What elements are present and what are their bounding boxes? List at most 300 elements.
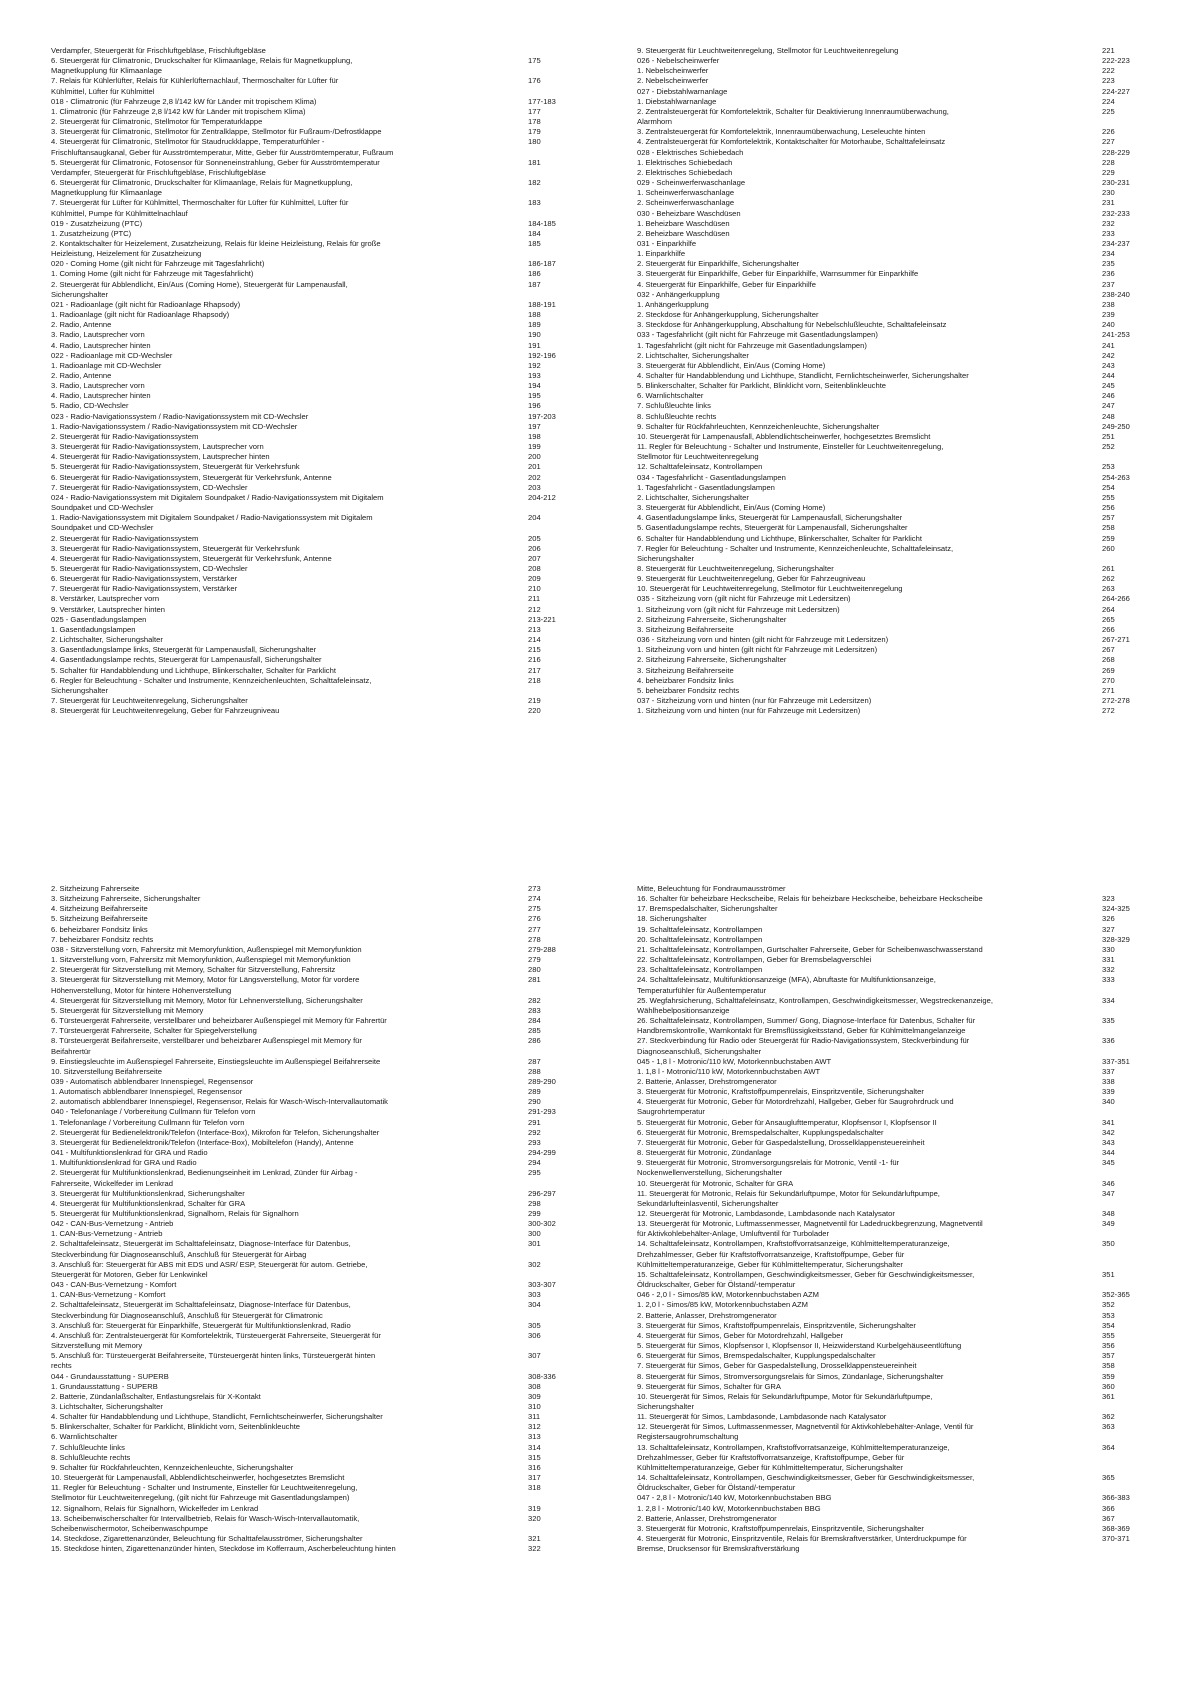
- index-entry: [51, 188, 551, 198]
- index-entry: [637, 965, 1127, 975]
- entry-page-number: 309: [528, 1391, 541, 1401]
- entry-page-number: 238-240: [1102, 289, 1130, 299]
- entry-title: 5. Blinkerschalter, Schalter für Parklicht, Blinklicht vorn, Seitenblinkleuchte: [637, 381, 887, 391]
- entry-title: 12. Signalhorn, Relais für Signalhorn, Wickelfeder im Lenkrad: [51, 1503, 259, 1513]
- index-column-top-right: [637, 46, 1130, 716]
- entry-title: 2. Steuergerät für Bedienelektronik/Telefon (Interface-Box), Mikrofon für Telefon, Sicherungshalter: [51, 1127, 380, 1137]
- index-entry: [51, 290, 551, 300]
- entry-page-number: 190: [528, 330, 541, 340]
- entry-page-number: 298: [528, 1198, 541, 1208]
- entry-title: Sicherungshalter: [51, 685, 108, 695]
- entry-title: 2. Sitzheizung Fahrerseite: [51, 884, 140, 893]
- index-entry: [51, 361, 551, 371]
- entry-page-number: 348: [1102, 1209, 1115, 1218]
- entry-title: 9. Steuergerät für Leuchtweitenregelung, Geber für Fahrzeugniveau: [637, 574, 866, 584]
- index-entry: [51, 1250, 551, 1260]
- entry-title: 6. Steuergerät für Climatronic, Druckschalter für Klimaanlage, Relais für Magnetkupplung,: [51, 56, 353, 66]
- entry-page-number: 224-227: [1102, 86, 1130, 96]
- entry-title: 9. Einstiegsleuchte im Außenspiegel Fahrerseite, Einstiegsleuchte im Außenspiegel Beifahrerseite: [51, 1056, 381, 1066]
- index-entry: [51, 1280, 556, 1290]
- entry-page-number: 363: [1102, 1422, 1115, 1432]
- entry-page-number: 333: [1102, 975, 1115, 985]
- entry-page-number: 211: [528, 594, 541, 604]
- index-entry: [51, 1453, 551, 1463]
- entry-page-number: 220: [528, 706, 541, 716]
- entry-title: 2. Batterie, Anlasser, Drehstromgenerator: [637, 1513, 777, 1523]
- entry-page-number: 267-271: [1102, 635, 1130, 645]
- index-entry: [51, 249, 551, 259]
- entry-title: Sicherungshalter: [637, 553, 694, 563]
- index-entry: [637, 1432, 1127, 1442]
- entry-page-number: 289-290: [528, 1076, 556, 1086]
- index-entry: [51, 655, 551, 665]
- index-entry: [51, 76, 551, 86]
- entry-page-number: 236: [1102, 269, 1115, 279]
- entry-page-number: 258: [1102, 523, 1115, 533]
- entry-page-number: 230-231: [1102, 178, 1130, 188]
- entry-page-number: 326: [1102, 914, 1115, 924]
- entry-title: 1. Radio-Navigationssystem / Radio-Navigationssystem mit CD-Wechsler: [51, 421, 298, 431]
- entry-title: 019 - Zusatzheizung (PTC): [51, 218, 143, 228]
- entry-title: Wählhebelpositionsanzeige: [637, 1005, 730, 1015]
- index-entry: [51, 432, 551, 442]
- entry-page-number: 208: [528, 563, 541, 573]
- index-entry: [51, 1270, 551, 1280]
- entry-title: 3. Steuergerät für Radio-Navigationssystem, Lautsprecher vorn: [51, 442, 264, 452]
- entry-page-number: 255: [1102, 492, 1115, 502]
- index-entry: [51, 1402, 551, 1412]
- index-entry: [637, 645, 1127, 655]
- entry-title: 1. Tagesfahrlicht - Gasentladungslampen: [637, 482, 775, 492]
- entry-title: 024 - Radio-Navigationssystem mit Digitalem Soundpaket / Radio-Navigationssystem mit Digitalem: [51, 492, 384, 502]
- index-entry: [51, 686, 551, 696]
- index-entry: [51, 986, 551, 996]
- index-entry: [637, 676, 1127, 686]
- entry-page-number: 227: [1102, 137, 1115, 147]
- entry-title: 2. Sitzheizung Fahrerseite, Sicherungshalter: [637, 655, 787, 665]
- index-entry: [637, 1189, 1127, 1199]
- entry-title: 2. Sitzheizung Fahrerseite, Sicherungshalter: [637, 614, 787, 624]
- index-entry: [637, 300, 1127, 310]
- entry-page-number: 204: [528, 513, 541, 523]
- entry-page-number: 272-278: [1102, 696, 1130, 705]
- entry-page-number: 262: [1102, 574, 1115, 584]
- entry-page-number: 243: [1102, 360, 1115, 370]
- entry-title: 1. Gasentladungslampen: [51, 624, 136, 634]
- entry-title: 4. Zentralsteuergerät für Komfortelektrik, Kontaktschalter für Motorhaube, Schalttafeleinsatz: [637, 137, 946, 147]
- index-entry: [637, 280, 1127, 290]
- entry-title: 5. Steuergerät für Climatronic, Fotosensor für Sonneneinstrahlung, Geber für Ausströmtemperatur: [51, 157, 380, 167]
- index-entry: [51, 56, 551, 66]
- entry-title: 5. Schalter für Handabblendung und Lichthupe, Blinkerschalter, Schalter für Parklicht: [51, 665, 336, 675]
- entry-page-number: 279: [528, 955, 541, 965]
- entry-title: Fahrerseite, Wickelfeder im Lenkrad: [51, 1178, 173, 1188]
- entry-title: 3. Steuergerät für Bedienelektronik/Telefon (Interface-Box), Mobiltelefon (Handy), Antenne: [51, 1137, 354, 1147]
- index-column-bottom-left: [51, 884, 556, 1554]
- index-entry: [51, 1544, 551, 1554]
- entry-title: 12. Steuergerät für Simos, Luftmassenmesser, Magnetventil für Aktivkohlebehälter-Anlage, Ventil für: [637, 1422, 974, 1432]
- index-entry: [637, 452, 1127, 462]
- entry-title: 3. Steuergerät für Abblendlicht, Ein/Aus (Coming Home): [637, 503, 826, 513]
- entry-title: 047 - 2,8 l - Motronic/140 kW, Motorkennbuchstaben BBG: [637, 1493, 832, 1503]
- entry-title: 21. Schalttafeleinsatz, Kontrollampen, Gurtschalter Fahrerseite, Geber für Scheibenwaschwasserstand: [637, 944, 983, 954]
- entry-title: 1. 2,0 l - Simos/85 kW, Motorkennbuchstaben AZM: [637, 1300, 808, 1310]
- index-entry: [51, 1300, 551, 1310]
- entry-title: 2. Steuergerät für Sitzverstellung mit Memory, Schalter für Sitzverstellung, Fahrersitz: [51, 965, 336, 975]
- entry-title: 046 - 2,0 l - Simos/85 kW, Motorkennbuchstaben AZM: [637, 1290, 819, 1300]
- entry-page-number: 338: [1102, 1076, 1115, 1086]
- entry-page-number: 192-196: [528, 350, 556, 360]
- entry-title: 9. Steuergerät für Simos, Schalter für GRA: [637, 1381, 781, 1391]
- entry-page-number: 259: [1102, 533, 1115, 543]
- entry-page-number: 188-191: [528, 299, 556, 309]
- entry-page-number: 367: [1102, 1513, 1115, 1523]
- index-entry: [51, 87, 551, 97]
- index-entry: [637, 686, 1127, 696]
- entry-title: Sicherungshalter: [637, 1401, 694, 1411]
- index-entry: [51, 1260, 551, 1270]
- index-entry: [51, 605, 551, 615]
- entry-title: 10. Steuergerät für Simos, Relais für Sekundärluftpumpe, Motor für Sekundärluftpumpe,: [637, 1391, 933, 1401]
- entry-title: 2. Steuergerät für Radio-Navigationssystem: [51, 431, 199, 441]
- entry-title: 1. Coming Home (gilt nicht für Fahrzeuge mit Tagesfahrlicht): [51, 269, 254, 279]
- entry-title: 3. Steuergerät für Motronic, Kraftstoffpumpenrelais, Einspritzventile, Sicherungshalter: [637, 1523, 924, 1533]
- index-entry: [637, 432, 1127, 442]
- entry-page-number: 216: [528, 655, 541, 665]
- index-entry: [51, 1524, 551, 1534]
- entry-page-number: 323: [1102, 894, 1115, 904]
- index-entry: [637, 1534, 1130, 1544]
- entry-title: 13. Steuergerät für Motronic, Luftmassenmesser, Magnetventil für Ladedruckbegrenzung, Magnetventil: [637, 1219, 983, 1229]
- entry-page-number: 178: [528, 117, 541, 127]
- entry-title: 6. Warnlichtschalter: [51, 1432, 118, 1442]
- entry-title: 2. Kontaktschalter für Heizelement, Zusatzheizung, Relais für kleine Heizleistung, Relais für große: [51, 238, 381, 248]
- index-entry: [51, 696, 551, 706]
- entry-page-number: 260: [1102, 543, 1115, 553]
- entry-page-number: 368-369: [1102, 1523, 1130, 1533]
- index-entry: [637, 117, 1127, 127]
- entry-page-number: 195: [528, 391, 541, 401]
- index-entry: [51, 513, 551, 523]
- entry-page-number: 256: [1102, 503, 1115, 513]
- entry-page-number: 352-365: [1102, 1290, 1130, 1300]
- index-entry: [637, 1148, 1127, 1158]
- entry-page-number: 210: [528, 584, 541, 594]
- index-entry: [51, 1463, 551, 1473]
- index-entry: [637, 1443, 1127, 1453]
- entry-title: 3. Steuergerät für Sitzverstellung mit Memory, Motor für Längsverstellung, Motor für vordere: [51, 975, 360, 985]
- entry-page-number: 270: [1102, 675, 1115, 685]
- entry-title: 7. Steuergerät für Radio-Navigationssystem, CD-Wechsler: [51, 482, 248, 492]
- entry-page-number: 202: [528, 472, 541, 482]
- entry-title: Registersaugrohrumschaltung: [637, 1432, 739, 1442]
- index-entry: [51, 1392, 551, 1402]
- index-entry: [51, 996, 551, 1006]
- index-entry: [51, 218, 556, 229]
- entry-title: 3. Steckdose für Anhängerkupplung, Abschaltung für Nebelschlußleuchte, Schalttafeleinsatz: [637, 320, 947, 330]
- entry-page-number: 314: [528, 1442, 541, 1452]
- index-entry: [51, 117, 551, 127]
- index-entry: [637, 605, 1127, 615]
- entry-page-number: 253: [1102, 462, 1115, 472]
- index-entry: [637, 421, 1130, 432]
- entry-title: 24. Schalttafeleinsatz, Multifunktionsanzeige (MFA), Abruftaste für Multifunktionsanzeige,: [637, 975, 936, 985]
- index-entry: [51, 1534, 551, 1544]
- entry-title: 1. Automatisch abblendbarer Innenspiegel, Regensensor: [51, 1087, 243, 1097]
- entry-page-number: 356: [1102, 1341, 1115, 1351]
- entry-page-number: 230: [1102, 188, 1115, 198]
- entry-page-number: 317: [528, 1473, 541, 1483]
- entry-title: 9. Schalter für Rückfahrleuchten, Kennzeichenleuchte, Sicherungshalter: [637, 421, 880, 431]
- entry-page-number: 176: [528, 76, 541, 86]
- index-entry: [637, 1097, 1127, 1107]
- entry-title: 1. Sitzheizung vorn und hinten (gilt nicht für Fahrzeuge mit Ledersitzen): [637, 645, 878, 655]
- entry-title: 018 - Climatronic (für Fahrzeuge 2,8 l/142 kW für Länder mit tropischem Klima): [51, 96, 317, 106]
- entry-title: 026 - Nebelscheinwerfer: [637, 56, 720, 66]
- index-entry: [51, 1504, 551, 1514]
- entry-title: 1. Beheizbare Waschdüsen: [637, 218, 730, 228]
- entry-page-number: 296-297: [528, 1188, 556, 1198]
- entry-page-number: 235: [1102, 259, 1115, 269]
- index-entry: [637, 86, 1130, 97]
- index-entry: [51, 1138, 551, 1148]
- index-entry: [637, 1523, 1130, 1534]
- entry-title: 19. Schalttafeleinsatz, Kontrollampen: [637, 924, 763, 934]
- index-entry: [637, 523, 1127, 533]
- index-entry: [637, 696, 1130, 706]
- entry-title: 1. Nebelscheinwerfer: [637, 66, 709, 76]
- entry-page-number: 283: [528, 1005, 541, 1015]
- entry-page-number: 177-183: [528, 96, 556, 106]
- index-entry: [637, 1483, 1127, 1493]
- entry-title: 5. Gasentladungslampe rechts, Steuergerät für Lampenausfall, Sicherungshalter: [637, 523, 908, 533]
- index-entry: [51, 1382, 551, 1392]
- index-entry: [637, 975, 1127, 985]
- entry-title: 5. Steuergerät für Sitzverstellung mit Memory: [51, 1005, 204, 1015]
- entry-page-number: 354: [1102, 1320, 1115, 1330]
- index-entry: [637, 1047, 1127, 1057]
- index-entry: [51, 1290, 551, 1300]
- entry-page-number: 182: [528, 178, 541, 188]
- entry-page-number: 355: [1102, 1330, 1115, 1340]
- entry-page-number: 224: [1102, 96, 1115, 106]
- entry-title: 6. Türsteuergerät Fahrerseite, verstellbarer und beheizbarer Außenspiegel mit Memory für Fahrertür: [51, 1016, 387, 1026]
- index-entry: [51, 422, 551, 432]
- entry-page-number: 175: [528, 56, 541, 66]
- entry-title: 4. Steuergerät für Radio-Navigationssystem, Lautsprecher hinten: [51, 452, 270, 462]
- index-entry: [637, 219, 1127, 229]
- index-entry: [637, 330, 1130, 340]
- entry-title: Beifahrertür: [51, 1046, 91, 1056]
- index-entry: [637, 904, 1130, 914]
- entry-page-number: 177: [528, 106, 541, 116]
- entry-page-number: 217: [528, 665, 541, 675]
- index-entry: [51, 127, 551, 137]
- index-entry: [51, 1432, 551, 1442]
- entry-page-number: 286: [528, 1036, 541, 1046]
- index-entry: [637, 107, 1127, 117]
- entry-page-number: 281: [528, 975, 541, 985]
- index-entry: [637, 1168, 1127, 1178]
- index-entry: [51, 350, 556, 361]
- entry-title: 3. Gasentladungslampe links, Steuergerät für Lampenausfall, Sicherungshalter: [51, 645, 317, 655]
- index-entry: [51, 914, 551, 924]
- entry-page-number: 322: [528, 1544, 541, 1554]
- entry-page-number: 219: [528, 696, 541, 705]
- index-entry: [51, 645, 551, 655]
- entry-page-number: 214: [528, 635, 541, 645]
- entry-page-number: 299: [528, 1209, 541, 1218]
- index-entry: [51, 1483, 551, 1493]
- entry-title: 2. Nebelscheinwerfer: [637, 76, 709, 86]
- entry-title: 7. Steuergerät für Motronic, Geber für Gaspedalstellung, Drosselklappensteuereinheit: [637, 1137, 925, 1147]
- entry-title: Soundpaket und CD-Wechsler: [51, 503, 154, 513]
- entry-title: 3. Steuergerät für Multifunktionslenkrad, Sicherungshalter: [51, 1188, 245, 1198]
- entry-page-number: 232-233: [1102, 208, 1130, 218]
- index-entry: [51, 676, 551, 686]
- entry-page-number: 188: [528, 310, 541, 320]
- entry-title: Magnetkupplung für Klimaanlage: [51, 66, 163, 76]
- entry-page-number: 304: [528, 1300, 541, 1310]
- entry-title: 030 - Beheizbare Waschdüsen: [637, 208, 741, 218]
- entry-title: 14. Steckdose, Zigarettenanzünder, Beleuchtung für Schalttafelausströmer, Sicherungshalter: [51, 1534, 363, 1543]
- entry-title: 5. Steuergerät für Radio-Navigationssystem, Steuergerät für Verkehrsfunk: [51, 462, 300, 472]
- entry-page-number: 364: [1102, 1442, 1115, 1452]
- entry-page-number: 245: [1102, 381, 1115, 391]
- entry-page-number: 199: [528, 442, 541, 452]
- index-entry: [637, 462, 1127, 472]
- entry-page-number: 209: [528, 574, 541, 584]
- entry-title: 6. Schalter für Handabblendung und Lichthupe, Blinkerschalter, Schalter für Parklicht: [637, 533, 922, 543]
- index-entry: [51, 473, 551, 483]
- entry-title: 11. Regler für Beleuchtung - Schalter und Instrumente, Einsteller für Leuchtweitenregelung,: [51, 1483, 358, 1493]
- entry-page-number: 275: [528, 904, 541, 914]
- entry-page-number: 294-299: [528, 1148, 556, 1158]
- index-entry: [637, 238, 1130, 249]
- index-entry: [51, 280, 551, 290]
- index-entry: [637, 666, 1127, 676]
- entry-page-number: 207: [528, 553, 541, 563]
- entry-page-number: 291-293: [528, 1107, 556, 1117]
- index-entry: [51, 168, 551, 178]
- entry-page-number: 279-288: [528, 944, 556, 954]
- entry-title: 2. Steuergerät für Abblendlicht, Ein/Aus (Coming Home), Steuergerät für Lampenausfall,: [51, 279, 348, 289]
- entry-page-number: 361: [1102, 1391, 1115, 1401]
- index-entry: [637, 934, 1130, 945]
- entry-title: 3. Steuergerät für Abblendlicht, Ein/Aus (Coming Home): [637, 360, 826, 370]
- entry-title: Verdampfer, Steuergerät für Frischluftgebläse, Frischluftgebläse: [51, 46, 266, 55]
- entry-page-number: 272: [1102, 706, 1115, 716]
- index-entry: [51, 209, 551, 219]
- entry-page-number: 180: [528, 137, 541, 147]
- entry-title: 4. Gasentladungslampe links, Steuergerät für Lampenausfall, Sicherungshalter: [637, 513, 903, 523]
- entry-page-number: 238: [1102, 299, 1115, 309]
- entry-title: 038 - Sitzverstellung vorn, Fahrersitz mit Memoryfunktion, Außenspiegel mit Memoryfunktion: [51, 944, 362, 954]
- entry-page-number: 248: [1102, 411, 1115, 421]
- entry-title: 3. Steuergerät für Radio-Navigationssystem, Steuergerät für Verkehrsfunk: [51, 543, 300, 553]
- entry-page-number: 291: [528, 1117, 541, 1127]
- index-entry: [637, 493, 1127, 503]
- index-entry: [637, 249, 1127, 259]
- index-entry: [637, 1016, 1127, 1026]
- entry-title: 022 - Radioanlage mit CD-Wechsler: [51, 350, 173, 360]
- entry-page-number: 351: [1102, 1269, 1115, 1279]
- entry-title: 023 - Radio-Navigationssystem / Radio-Navigationssystem mit CD-Wechsler: [51, 411, 309, 421]
- index-entry: [637, 147, 1130, 158]
- entry-page-number: 357: [1102, 1351, 1115, 1361]
- entry-title: 2. Schalttafeleinsatz, Steuergerät im Schalttafeleinsatz, Diagnose-Interface für Datenbus,: [51, 1239, 351, 1249]
- entry-page-number: 233: [1102, 228, 1115, 238]
- entry-title: 045 - 1,8 l - Motronic/110 kW, Motorkennbuchstaben AWT: [637, 1056, 832, 1066]
- index-entry: [637, 513, 1127, 523]
- entry-page-number: 213: [528, 624, 541, 634]
- entry-page-number: 232: [1102, 218, 1115, 228]
- entry-title: 036 - Sitzheizung vorn und hinten (gilt nicht für Fahrzeuge mit Ledersitzen): [637, 635, 889, 645]
- entry-title: 6. Steuergerät für Motronic, Bremspedalschalter, Kupplungspedalschalter: [637, 1127, 884, 1137]
- entry-title: 1. Radio-Navigationssystem mit Digitalem Soundpaket / Radio-Navigationssystem mit Digitalem: [51, 513, 373, 523]
- entry-title: 3. Zentralsteuergerät für Komfortelektrik, Innenraumüberwachung, Leseleuchte hinten: [637, 127, 926, 137]
- index-entry: [51, 1219, 556, 1229]
- entry-title: 2. Lichtschalter, Sicherungshalter: [637, 492, 749, 502]
- entry-page-number: 226: [1102, 127, 1115, 137]
- index-entry: [51, 1188, 556, 1199]
- index-entry: [51, 330, 551, 340]
- index-entry: [51, 148, 551, 158]
- index-entry: [51, 1311, 551, 1321]
- entry-title: 3. Lichtschalter, Sicherungshalter: [51, 1401, 163, 1411]
- entry-page-number: 339: [1102, 1087, 1115, 1097]
- entry-title: 6. Regler für Beleuchtung - Schalter und Instrumente, Kennzeichenleuchten, Schalttafeleinsatz,: [51, 675, 372, 685]
- index-entry: [51, 137, 551, 147]
- entry-page-number: 316: [528, 1462, 541, 1472]
- index-entry: [51, 564, 551, 574]
- entry-page-number: 187: [528, 279, 541, 289]
- index-entry: [637, 351, 1127, 361]
- entry-page-number: 185: [528, 238, 541, 248]
- entry-title: 1. Climatronic (für Fahrzeuge 2,8 l/142 kW für Länder mit tropischem Klima): [51, 106, 306, 116]
- entry-page-number: 251: [1102, 431, 1115, 441]
- entry-title: 4. Steuergerät für Climatronic, Stellmotor für Staudruckklappe, Temperaturfühler -: [51, 137, 325, 147]
- entry-title: 1. CAN-Bus-Vernetzung - Komfort: [51, 1290, 166, 1300]
- entry-title: 1. Radioanlage (gilt nicht für Radioanlage Rhapsody): [51, 310, 230, 320]
- entry-title: 8. Steuergerät für Simos, Stromversorgungsrelais für Simos, Zündanlage, Sicherungshalter: [637, 1371, 944, 1381]
- entry-title: Handbremskontrolle, Warnkontakt für Bremsflüssigkeitsstand, Geber für Kühlmittelmangelanzeige: [637, 1026, 966, 1036]
- entry-page-number: 327: [1102, 924, 1115, 934]
- index-entry: [637, 534, 1127, 544]
- entry-title: 041 - Multifunktionslenkrad für GRA und Radio: [51, 1148, 208, 1158]
- entry-page-number: 222: [1102, 66, 1115, 76]
- index-entry: [51, 299, 556, 310]
- entry-title: 2. Lichtschalter, Sicherungshalter: [637, 350, 749, 360]
- index-entry: [51, 1016, 551, 1026]
- index-entry: [637, 198, 1127, 208]
- index-entry: [51, 462, 551, 472]
- index-entry: [51, 391, 551, 401]
- entry-title: Kühlmittel, Pumpe für Kühlmittelnachlauf: [51, 208, 188, 218]
- index-entry: [51, 625, 551, 635]
- entry-page-number: 313: [528, 1432, 541, 1442]
- entry-page-number: 215: [528, 645, 541, 655]
- entry-page-number: 221: [1102, 46, 1115, 55]
- index-entry: [637, 1402, 1127, 1412]
- index-entry: [637, 1372, 1127, 1382]
- entry-title: 4. Steuergerät für Motronic, Geber für Motordrehzahl, Hallgeber, Geber für Saugrohrdruck und: [637, 1097, 954, 1107]
- entry-title: Kühlmitteltemperaturanzeige, Geber für Kühlmitteltemperatur, Sicherungshalter: [637, 1259, 903, 1269]
- index-entry: [637, 884, 1127, 894]
- entry-page-number: 261: [1102, 563, 1115, 573]
- index-entry: [637, 1128, 1127, 1138]
- entry-page-number: 315: [528, 1452, 541, 1462]
